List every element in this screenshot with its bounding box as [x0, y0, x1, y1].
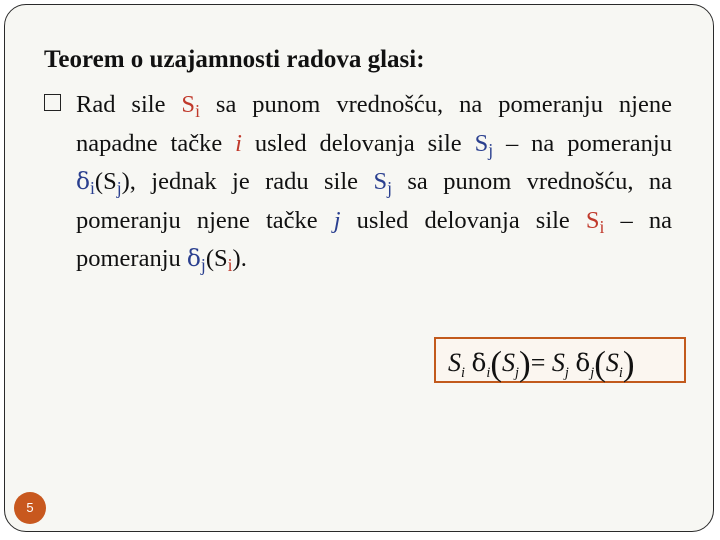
force-symbol-sj: $S_j$ — [373, 168, 392, 198]
page-number-badge: 5 — [14, 492, 46, 524]
text-segment: sa punom vrednošću, na pomeranju njene napadne tačke — [76, 91, 672, 157]
bullet-square-icon — [44, 94, 61, 111]
reciprocity-formula: $S_i$ $\delta_i(S_j)= S_j$ $\delta_j(S_i)$ — [448, 344, 635, 383]
point-i: i — [235, 129, 242, 157]
theorem-paragraph — [76, 86, 672, 279]
text-segment: ($S_j$ — [94, 168, 122, 198]
text-segment: Rad sile — [76, 91, 182, 118]
slide-title: Teorem o uzajamnosti radova glasi: — [44, 46, 425, 73]
displacement-delta-i: $\delta_i$ — [76, 168, 95, 198]
force-symbol-sj: $S_j$ — [474, 129, 494, 160]
text-segment: usled delovanja sile — [241, 129, 475, 157]
text-segment: usled delovanja sile — [340, 206, 586, 234]
text-segment: sa punom vrednošću, na pomeranju njene tačke — [76, 168, 672, 234]
force-symbol-si: $S_i$ — [181, 91, 200, 121]
text-segment: ). — [232, 245, 247, 272]
point-j: j — [333, 206, 341, 234]
reciprocity-formula-box — [434, 337, 686, 383]
text-segment: – na pomeranju — [493, 129, 672, 157]
text-segment: ($S_i$ — [205, 245, 233, 275]
text-segment: ), jednak je radu sile — [121, 168, 374, 195]
force-symbol-si: $S_i$ — [585, 206, 605, 237]
text-segment: – na pomeranju — [76, 206, 672, 272]
displacement-delta-j: $\delta_j$ — [186, 245, 206, 275]
